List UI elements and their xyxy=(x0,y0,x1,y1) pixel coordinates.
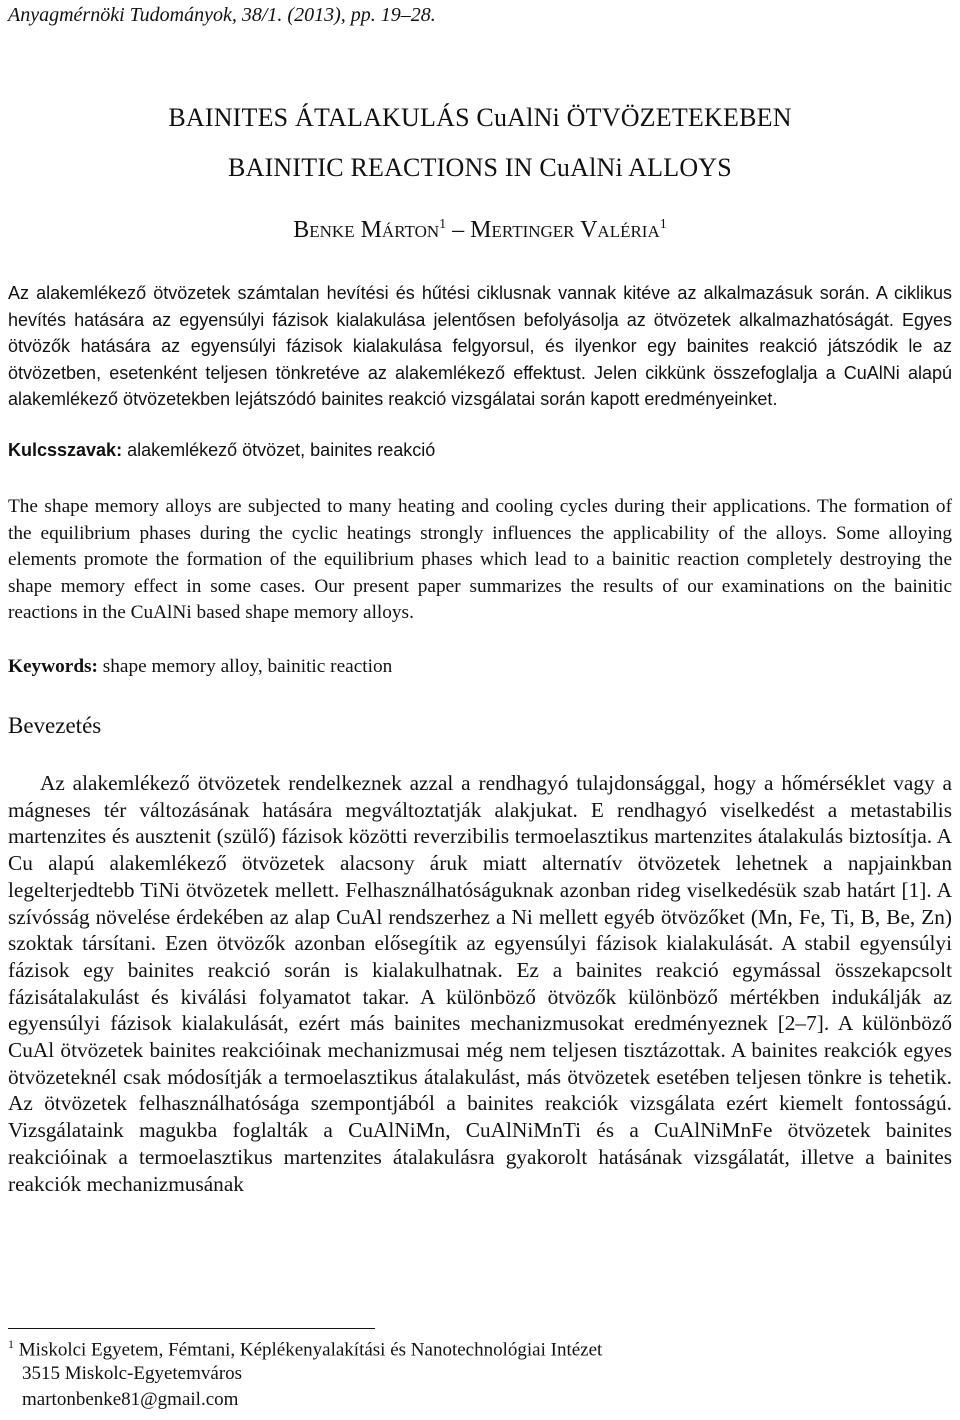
abstract-hungarian: Az alakemlékező ötvözetek számtalan hevítési és hűtési ciklusnak vannak kitéve az alkalmazásuk során. A ciklikus hevítés hatására az egyensúlyi fázisok kialakulása jelentősen befolyásolja az ötvözetek alkalmazhatóságát. Egyes ötvözők hatására az egyensúlyi fázisok kialakulása felgyorsul, és ilyenkor egy bainites reakció játszódik le az ötvözetben, esetenként teljesen tönkretéve az alakemlékező effektust. Jelen cikkünk összefoglalja a CuAlNi alapú alakemlékező ötvözetekben lejátszódó bainites reakció vizsgálatai során kapott eredményeinket. xyxy=(8,283,952,410)
keywords-english xyxy=(8,656,392,678)
footnote-email[interactable]: martonbenke81@gmail.com xyxy=(22,1389,239,1410)
title-english: BAINITIC REACTIONS IN CuAlNi ALLOYS xyxy=(228,153,732,182)
journal-citation: Anyagmérnöki Tudományok, 38/1. (2013), pp. 19–28. xyxy=(8,4,436,26)
section-heading: Bevezetés xyxy=(8,713,102,738)
footnote-rule xyxy=(8,1328,375,1329)
author-1: Benke Márton xyxy=(293,217,440,243)
abstract-english: The shape memory alloys are subjected to many heating and cooling cycles during their applications. The formation of the equilibrium phases during the cyclic heatings strongly influences the applicability of the alloys. Some alloying elements promote the formation of the equilibrium phases which lead to a bainitic reaction completely destroying the shape memory effect in some cases. Our present paper summarizes the results of our examinations on the bainitic reactions in the CuAlNi based shape memory alloys. xyxy=(8,496,952,624)
keywords-english-values: shape memory alloy, bainitic reaction xyxy=(97,656,393,677)
title-hungarian: BAINITES ÁTALAKULÁS CuAlNi ÖTVÖZETEKEBEN xyxy=(168,103,792,132)
section-paragraph: Az alakemlékező ötvözetek rendelkeznek azzal a rendhagyó tulajdonsággal, hogy a hőmérséklet vagy a mágneses tér változásának hatására megváltoztatják alakjukat. E rendhagyó viselkedést a metastabilis martenzites és ausztenit (szülő) fázisok közötti reverzibilis termoelasztikus martenzites átalakulás biztosítja. A Cu alapú alakemlékező ötvözetek alacsony áruk miatt alternatív ötvözetek lehetnek a napjainkban legelterjedtebb TiNi ötvözetek mellett. Felhasználhatóságuknak azonban rideg viselkedésük szab határt [1]. A szívósság növelése érdekében az alap CuAl rendszerhez a Ni mellett egyéb ötvözőket (Mn, Fe, Ti, B, Be, Zn) szoktak társítani. Ezen ötvözők azonban elősegítik az egyensúlyi fázisok kialakulását. A stabil egyensúlyi fázisok egy bainites reakció során is kialakulhatnak. Ez a bainites reakció egymással összekapcsolt fázisátalakulást és kiválási folyamatot takar. A különböző ötvözők különböző mértékben indukálják az egyensúlyi fázisok kialakulását, ezért más bainites mechanizmusokat eredményeznek [2–7]. A különböző CuAl ötvözetek bainites reakcióinak mechanizmusai még nem teljesen tisztázottak. A bainites reakciók egyes ötvözeteknél csak módosítják a termoelasztikus átalakulást, más ötvözetek esetében teljesen tönkre is tehetik. Az ötvözetek felhasználhatósága szempontjából a bainites reakciók vizsgálata ezért kiemelt fontosságú. Vizsgálataink magukba foglalták a CuAlNiMn, CuAlNiMnTi és a CuAlNiMnFe ötvözetek bainites reakcióinak a termoelasztikus martenzites átalakulásra gyakorolt hatásának vizsgálatát, illetve a bainites reakciók mechanizmusának xyxy=(8,771,952,1196)
keywords-hungarian xyxy=(8,440,435,461)
footnote-affiliation-text: Miskolci Egyetem, Fémtani, Képlékenyalakítási és Nanotechnológiai Intézet xyxy=(14,1339,603,1361)
author-1-affiliation-marker: 1 xyxy=(439,217,447,232)
footnote-marker: 1 xyxy=(8,1337,14,1351)
author-separator: – xyxy=(446,217,471,243)
keywords-hungarian-label: Kulcsszavak: xyxy=(8,440,123,460)
footnote-affiliation xyxy=(8,1337,602,1361)
author-2-affiliation-marker: 1 xyxy=(659,217,667,232)
keywords-english-label: Keywords: xyxy=(8,656,98,677)
keywords-hungarian-values: alakemlékező ötvözet, bainites reakció xyxy=(122,440,436,460)
authors-line xyxy=(0,217,960,244)
author-2: Mertinger Valéria xyxy=(470,217,660,243)
footnote-address: 3515 Miskolc-Egyetemváros xyxy=(22,1363,243,1384)
